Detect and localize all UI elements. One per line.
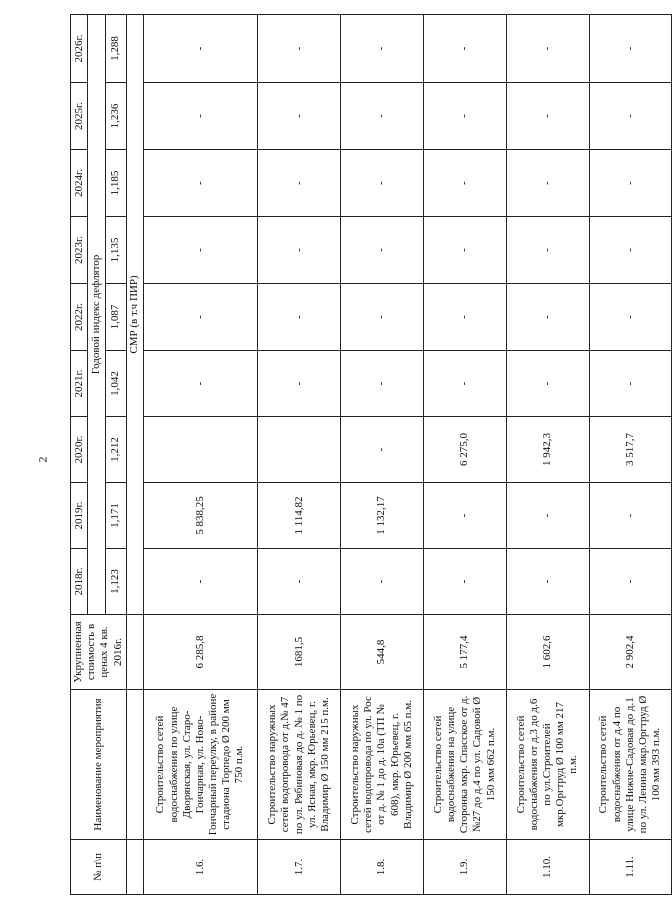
header-year: 2020г. bbox=[71, 417, 88, 483]
row-year-value: - bbox=[341, 15, 424, 83]
row-year-value: - bbox=[423, 549, 506, 615]
row-num: 1.8. bbox=[341, 840, 424, 895]
header-year: 2026г. bbox=[71, 15, 88, 83]
row-year-value: - bbox=[341, 549, 424, 615]
row-year-value: - bbox=[589, 351, 672, 417]
deflator-value: 1,236 bbox=[105, 83, 126, 150]
row-year-value: - bbox=[258, 549, 341, 615]
row-name: Строительство сетей водоснабжения от д.4 по улице Нижне-Садовая до д.1 по ул. Ленина мкр.Оргтруд Ø 100 мм 393 п.м. bbox=[589, 690, 672, 840]
row-name: Строительство наружных сетей водопровода от д.№ 47 по ул. Рябиновая до д. № 1 по ул. Ясная, мкр. Юрьевец, г. Владимир Ø 150 мм 215 п.м. bbox=[258, 690, 341, 840]
row-name: Строительство сетей водоснабжения от д.3 до д.6 по ул.Строителей мкр.Оргтруд Ø 100 мм 217 п.м. bbox=[506, 690, 589, 840]
header-year: 2023г. bbox=[71, 217, 88, 284]
row-year-value: - bbox=[506, 549, 589, 615]
row-year-value: - bbox=[258, 15, 341, 83]
header-year: 2024г. bbox=[71, 150, 88, 217]
investment-table bbox=[70, 14, 672, 895]
row-year-value: - bbox=[258, 284, 341, 351]
header-year: 2018г. bbox=[71, 549, 88, 615]
row-year-value: - bbox=[143, 284, 258, 351]
row-num: 1.6. bbox=[143, 840, 258, 895]
row-year-value: 6 275,0 bbox=[423, 417, 506, 483]
row-year-value: - bbox=[506, 15, 589, 83]
row-cost: 1681,5 bbox=[258, 615, 341, 690]
row-year-value: 1 114,82 bbox=[258, 483, 341, 549]
row-year-value: - bbox=[258, 351, 341, 417]
band-label: СМР (в т.ч ПИР) bbox=[126, 15, 143, 615]
row-year-value: 1 942,3 bbox=[506, 417, 589, 483]
page-number: 2 bbox=[35, 456, 50, 463]
table-row bbox=[589, 15, 672, 895]
deflator-value: 1,087 bbox=[105, 284, 126, 351]
row-year-value: - bbox=[143, 83, 258, 150]
deflator-value: 1,212 bbox=[105, 417, 126, 483]
deflator-value: 1,042 bbox=[105, 351, 126, 417]
row-year-value: - bbox=[589, 483, 672, 549]
row-year-value: - bbox=[589, 150, 672, 217]
table-row bbox=[143, 15, 258, 895]
deflator-value: 1,185 bbox=[105, 150, 126, 217]
row-year-value: - bbox=[423, 284, 506, 351]
row-year-value: - bbox=[506, 483, 589, 549]
deflator-value: 1,171 bbox=[105, 483, 126, 549]
row-year-value: - bbox=[423, 351, 506, 417]
row-year-value: 3 517,7 bbox=[589, 417, 672, 483]
header-year: 2019г. bbox=[71, 483, 88, 549]
row-year-value: - bbox=[341, 351, 424, 417]
row-year-value: - bbox=[258, 150, 341, 217]
row-year-value: - bbox=[506, 217, 589, 284]
row-name: Строительство сетей водоснабжения по улице Дворянская, ул. Старо-Гончарная, ул. Ново-Гончарный переулку, в районе стадиона Торпедо Ø 200 мм 750 п.м. bbox=[143, 690, 258, 840]
row-num: 1.11. bbox=[589, 840, 672, 895]
row-year-value: - bbox=[589, 284, 672, 351]
row-num: 1.9. bbox=[423, 840, 506, 895]
table-row bbox=[258, 15, 341, 895]
deflator-value: 1,135 bbox=[105, 217, 126, 284]
row-year-value: - bbox=[341, 83, 424, 150]
row-cost: 5 177,4 bbox=[423, 615, 506, 690]
row-cost: 544,8 bbox=[341, 615, 424, 690]
row-year-value: 5 838,25 bbox=[143, 483, 258, 549]
header-num: № п\п bbox=[71, 840, 127, 895]
row-year-value: - bbox=[341, 150, 424, 217]
row-year-value bbox=[143, 417, 258, 483]
row-year-value: - bbox=[143, 150, 258, 217]
table-body bbox=[143, 15, 672, 895]
row-name: Строительство наружных сетей водопровода по ул. Рос от д. № 1 до д. 10а (ТП № 608), мкр. Юрьевец, г. Владимир Ø 200 мм 65 п.м. bbox=[341, 690, 424, 840]
row-year-value: - bbox=[341, 284, 424, 351]
row-year-value: - bbox=[423, 150, 506, 217]
deflator-value: 1,288 bbox=[105, 15, 126, 83]
row-cost: 6 285,8 bbox=[143, 615, 258, 690]
row-year-value: - bbox=[423, 15, 506, 83]
row-year-value: - bbox=[506, 284, 589, 351]
row-year-value: - bbox=[143, 217, 258, 284]
row-year-value: - bbox=[423, 83, 506, 150]
row-year-value: - bbox=[506, 150, 589, 217]
row-year-value: - bbox=[143, 549, 258, 615]
row-year-value: - bbox=[341, 217, 424, 284]
header-cost: Укрупненная стоимость в ценах 4 кв. 2016г. bbox=[71, 615, 127, 690]
row-year-value: - bbox=[589, 83, 672, 150]
row-year-value: 1 132,17 bbox=[341, 483, 424, 549]
table-row bbox=[506, 15, 589, 895]
row-year-value bbox=[258, 417, 341, 483]
row-year-value: - bbox=[506, 83, 589, 150]
row-cost: 2 902,4 bbox=[589, 615, 672, 690]
table-row bbox=[423, 15, 506, 895]
row-year-value: - bbox=[258, 83, 341, 150]
row-year-value: - bbox=[143, 15, 258, 83]
deflator-label: Годовой индекс дефлятор bbox=[88, 15, 105, 615]
row-year-value: - bbox=[423, 217, 506, 284]
header-year: 2022г. bbox=[71, 284, 88, 351]
row-cost: 1 602,6 bbox=[506, 615, 589, 690]
row-year-value: - bbox=[341, 417, 424, 483]
table-row bbox=[341, 15, 424, 895]
row-year-value: - bbox=[258, 217, 341, 284]
rotated-table-wrapper bbox=[70, 15, 670, 895]
row-year-value: - bbox=[423, 483, 506, 549]
row-name: Строительство сетей водоснабжения на улице Сторонка мкр. Спасское от д. №27 до д.4 по ул. Садовой Ø 150 мм 662 п.м. bbox=[423, 690, 506, 840]
row-year-value: - bbox=[506, 351, 589, 417]
row-year-value: - bbox=[143, 351, 258, 417]
row-year-value: - bbox=[589, 217, 672, 284]
deflator-value: 1,123 bbox=[105, 549, 126, 615]
row-num: 1.7. bbox=[258, 840, 341, 895]
header-name: Наименование мероприятия bbox=[71, 690, 127, 840]
row-year-value: - bbox=[589, 549, 672, 615]
header-year: 2025г. bbox=[71, 83, 88, 150]
row-year-value: - bbox=[589, 15, 672, 83]
header-year: 2021г. bbox=[71, 351, 88, 417]
row-num: 1.10. bbox=[506, 840, 589, 895]
